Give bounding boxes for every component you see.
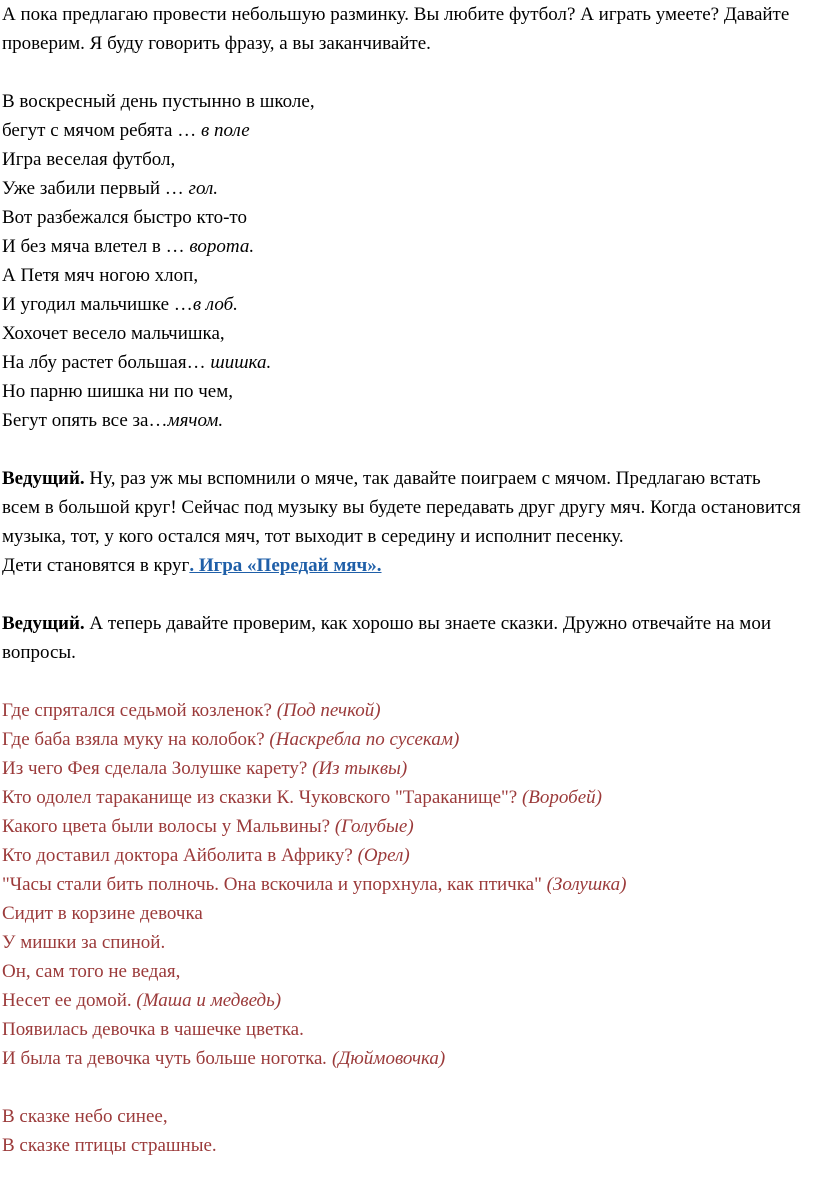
quiz-answer: (Под печкой) (276, 700, 381, 721)
quiz-riddle-line: И была та девочка чуть больше ноготка. (Дюймовочка) (2, 1048, 446, 1069)
quiz-riddle-line: Сидит в корзине девочка (2, 903, 203, 924)
host-paragraph: Ведущий. А теперь давайте проверим, как хорошо вы знаете сказки. Дружно отвечайте на мои вопросы. (2, 613, 771, 663)
quiz-answer: (Золушка) (546, 874, 627, 895)
quiz-question: Какого цвета были волосы у Мальвины? (Голубые) (2, 816, 414, 837)
quiz-question: "Часы стали бить полночь. Она вскочила и упорхнула, как птичка" (Золушка) (2, 874, 627, 895)
quiz-question: Кто доставил доктора Айболита в Африку? (Орел) (2, 845, 410, 866)
quiz-answer: (Воробей) (521, 787, 602, 808)
ending-line: В сказке птицы страшные. (2, 1135, 217, 1156)
quiz-riddle-line: Несет ее домой. (Маша и медведь) (2, 990, 282, 1011)
poem-line: И угодил мальчишке …в лоб. (2, 294, 238, 315)
quiz-question: Где спрятался седьмой козленок? (Под печкой) (2, 700, 381, 721)
quiz-question: Из чего Фея сделала Золушке карету? (Из тыквы) (2, 758, 408, 779)
quiz-riddle-line: Появилась девочка в чашечке цветка. (2, 1019, 304, 1040)
host-label: Ведущий. (2, 468, 85, 489)
quiz-answer: (Наскребла по сусекам) (269, 729, 460, 750)
poem-answer: ворота. (189, 236, 255, 257)
quiz-riddle-line: Он, сам того не ведая, (2, 961, 181, 982)
quiz-answer: (Из тыквы) (312, 758, 408, 779)
poem-line: Игра веселая футбол, (2, 149, 176, 170)
quiz-question: Кто одолел тараканище из сказки К. Чуковского "Тараканище"? (Воробей) (2, 787, 602, 808)
quiz-block (2, 696, 802, 1160)
poem-line: А Петя мяч ногою хлоп, (2, 265, 199, 286)
game-link[interactable]: . Игра «Передай мяч». (189, 555, 382, 576)
poem-answer: гол. (188, 178, 219, 199)
quiz-answer: (Орел) (357, 845, 410, 866)
poem-answer: в поле (200, 120, 250, 141)
poem-line: На лбу растет большая… шишка. (2, 352, 272, 373)
quiz-answer: (Маша и медведь) (136, 990, 282, 1011)
poem-line: Вот разбежался быстро кто-то (2, 207, 247, 228)
quiz-answer: (Голубые) (334, 816, 414, 837)
poem-line: Хохочет весело мальчишка, (2, 323, 225, 344)
quiz-riddle-line: У мишки за спиной. (2, 932, 166, 953)
quiz-answer: . (Дюймовочка) (322, 1048, 446, 1069)
poem-answer: в лоб. (192, 294, 238, 315)
poem-line: бегут с мячом ребята … в поле (2, 120, 250, 141)
poem-block (2, 87, 802, 435)
host-paragraph: Ведущий. Ну, раз уж мы вспомнили о мяче, так давайте поиграем с мячом. Предлагаю встать всем в большой круг! Сейчас под музыку вы будете передавать друг другу мяч. Когда остановится музыка, тот, у кого остался мяч, тот выходит в середину и исполнит песенку. (2, 468, 801, 547)
ending-line: В сказке небо синее, (2, 1106, 168, 1127)
poem-line: И без мяча влетел в … ворота. (2, 236, 255, 257)
intro-paragraph: А пока предлагаю провести небольшую разминку. Вы любите футбол? А играть умеете? Давайте проверим. Я буду говорить фразу, а вы заканчивайте. (2, 4, 790, 54)
game-line: Дети становятся в круг. Игра «Передай мяч». (2, 555, 382, 576)
poem-line: Уже забили первый … гол. (2, 178, 219, 199)
poem-line: Бегут опять все за…мячом. (2, 410, 224, 431)
quiz-question: Где баба взяла муку на колобок? (Наскребла по сусекам) (2, 729, 460, 750)
poem-line: Но парню шишка ни по чем, (2, 381, 234, 402)
poem-answer: мячом. (167, 410, 224, 431)
host-label: Ведущий. (2, 613, 85, 634)
poem-answer: шишка. (210, 352, 272, 373)
poem-line: В воскресный день пустынно в школе, (2, 91, 315, 112)
